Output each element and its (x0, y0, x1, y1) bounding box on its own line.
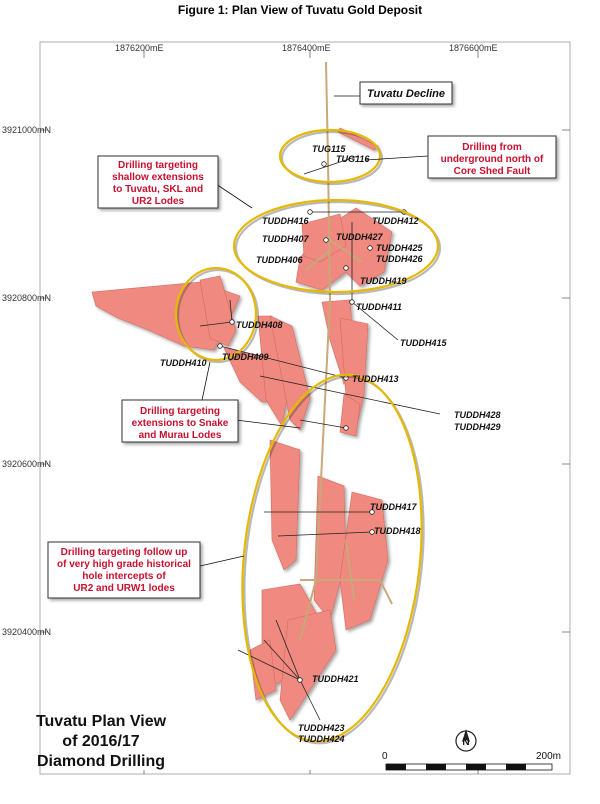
svg-text:Drilling targeting: Drilling targeting (140, 406, 220, 417)
hole-label-tuddh415: TUDDH415 (400, 338, 447, 348)
easting-label-1: 1876200mE (115, 43, 164, 53)
svg-text:of 2016/17: of 2016/17 (62, 733, 140, 750)
scale-start: 0 (382, 751, 388, 762)
north-label: N (462, 737, 470, 748)
collar-tuddh409[interactable] (218, 344, 223, 349)
collar-tuddh408[interactable] (230, 320, 235, 325)
svg-text:to Tuvatu, SKL and: to Tuvatu, SKL and (112, 184, 204, 195)
svg-text:UR2 and URW1 lodes: UR2 and URW1 lodes (73, 583, 175, 594)
svg-text:Drilling from: Drilling from (462, 142, 522, 153)
svg-text:Tuvatu Plan View: Tuvatu Plan View (35, 713, 167, 730)
svg-text:of very high grade historical: of very high grade historical (57, 559, 191, 570)
scale-end: 200m (536, 751, 562, 762)
hole-label-tuddh429: TUDDH429 (454, 422, 501, 432)
figure-title: Figure 1: Plan View of Tuvatu Gold Deposit (177, 3, 423, 17)
hole-label-tuddh416: TUDDH416 (262, 216, 309, 226)
hole-label-tuddh425: TUDDH425 (376, 243, 423, 253)
northing-label-4: 3920400mN (2, 627, 52, 637)
svg-text:Drilling targeting: Drilling targeting (118, 160, 198, 171)
hole-label-tuddh412: TUDDH412 (372, 216, 419, 226)
northing-label-1: 3921000mN (2, 125, 52, 135)
decline-label: Tuvatu Decline (366, 88, 446, 100)
collar-tuddh428[interactable] (344, 426, 349, 431)
hole-label-tuddh408: TUDDH408 (236, 320, 283, 330)
collar-tuddh426[interactable] (344, 266, 349, 271)
hole-label-tug115: TUG115 (312, 144, 346, 154)
collar-tuddh416[interactable] (308, 210, 313, 215)
svg-text:Diamond Drilling: Diamond Drilling (37, 753, 165, 770)
easting-label-2: 1876400mE (282, 43, 331, 53)
callout-snake (132, 406, 229, 441)
svg-text:shallow extensions: shallow extensions (112, 172, 204, 183)
hole-label-tuddh407: TUDDH407 (262, 234, 309, 244)
collar-tuddh421[interactable] (298, 678, 303, 683)
hole-label-tuddh417: TUDDH417 (370, 502, 417, 512)
hole-label-tuddh426: TUDDH426 (376, 254, 423, 264)
hole-label-tuddh406: TUDDH406 (256, 255, 303, 265)
hole-label-tuddh411: TUDDH411 (356, 302, 402, 312)
collar-tuddh407[interactable] (324, 238, 329, 243)
svg-text:Core Shed Fault: Core Shed Fault (453, 166, 531, 177)
hole-label-tuddh410: TUDDH410 (160, 358, 207, 368)
hole-label-tuddh427: TUDDH427 (336, 232, 383, 242)
hole-label-tuddh419: TUDDH419 (360, 276, 407, 286)
svg-text:extensions to Snake: extensions to Snake (131, 418, 229, 429)
svg-text:and Murau Lodes: and Murau Lodes (138, 430, 222, 441)
northing-label-2: 3920800mN (2, 293, 52, 303)
hole-label-tuddh409: TUDDH409 (222, 352, 269, 362)
hole-label-tug116: TUG116 (336, 154, 370, 164)
collar-tug115[interactable] (322, 162, 327, 167)
collar-tuddh425[interactable] (368, 246, 373, 251)
hole-label-tuddh413: TUDDH413 (352, 374, 399, 384)
svg-text:Drilling targeting follow up: Drilling targeting follow up (60, 547, 188, 558)
hole-label-tuddh424: TUDDH424 (298, 734, 345, 744)
collar-tuddh411[interactable] (350, 300, 355, 305)
hole-label-tuddh423: TUDDH423 (298, 723, 345, 733)
hole-label-tuddh418: TUDDH418 (374, 526, 421, 536)
hole-label-tuddh421: TUDDH421 (312, 674, 359, 684)
hole-label-tuddh428: TUDDH428 (454, 410, 501, 420)
svg-text:hole intercepts of: hole intercepts of (82, 571, 166, 582)
svg-text:underground north of: underground north of (440, 154, 544, 165)
svg-text:UR2 Lodes: UR2 Lodes (131, 196, 185, 207)
northing-label-3: 3920600mN (2, 459, 52, 469)
easting-label-3: 1876600mE (449, 43, 498, 53)
